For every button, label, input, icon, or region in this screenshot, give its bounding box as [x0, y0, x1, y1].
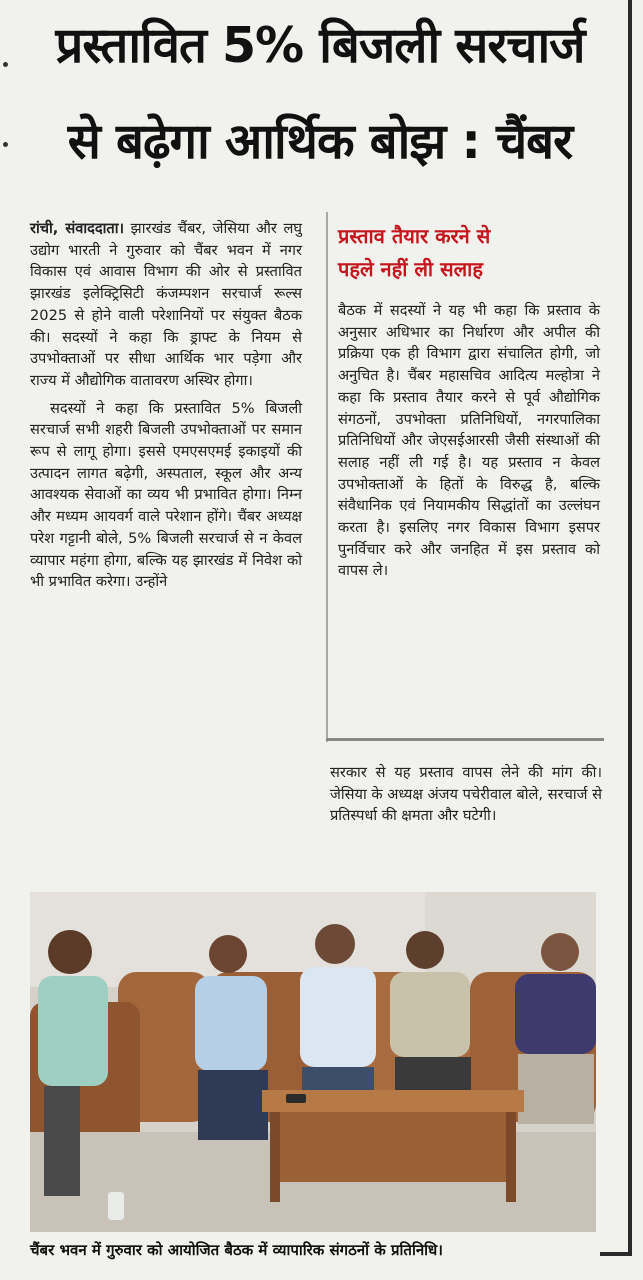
meeting-photo-illustration [30, 892, 596, 1232]
sidebar-subheading-line-1: प्रस्ताव तैयार करने से [338, 224, 491, 248]
article-column-right [330, 762, 602, 827]
headline-line-1: प्रस्तावित 5% बिजली सरचार्ज [55, 17, 585, 74]
sidebar-body [338, 300, 600, 582]
article-paragraph-1-text: झारखंड चैंबर, जेसिया और लघु उद्योग भारती ने गुरुवार को चैंबर भवन में नगर विकास एवं आवास विभाग की ओर से प्रस्तावित झारखंड इलेक्ट्रिसिटी कंजम्पशन सरचार्ज रूल्स 2025 से होने वाली परेशानियों पर संयुक्त बैठक की। सदस्यों ने कहा कि ड्राफ्ट के नियम से उपभोक्ताओं पर सीधा आर्थिक भार पड़ेगा और राज्य में औद्योगिक वातावरण अस्थिर होगा। [30, 220, 302, 389]
margin-mark [3, 142, 8, 147]
page-border-right [628, 0, 632, 1256]
sidebar-box-rule [326, 738, 604, 741]
sidebar-paragraph: बैठक में सदस्यों ने यह भी कहा कि प्रस्ताव के अनुसार अधिभार का निर्धारण और अपील की प्रक्रिया एक ही विभाग द्वारा संचालित होगी, जो अनुचित है। चैंबर महासचिव आदित्य मल्होत्रा ने कहा कि प्रस्ताव तैयार करने से पूर्व औद्योगिक संगठनों, उपभोक्ता प्रतिनिधियों, नगरपालिका प्रतिनिधियों और जेएसईआरसी जैसी संस्थाओं की सलाह नहीं ली गई है। यह प्रस्ताव न केवल उपभोक्ताओं के हितों के विरुद्ध है, बल्कि संवैधानिक एवं नियामकीय सिद्धांतों का उल्लंघन करता है। इसलिए नगर विकास विभाग इसपर पुनर्विचार करे और जनहित में इस प्रस्ताव को वापस ले। [338, 302, 600, 580]
dateline: रांची, संवाददाता। [30, 220, 125, 237]
article-paragraph-2: सदस्यों ने कहा कि प्रस्तावित 5% बिजली सरचार्ज सभी शहरी बिजली उपभोक्ताओं पर समान रूप से लागू होगा। इससे एमएसएमई इकाइयों की उत्पादन लागत बढ़ेगी, अस्पताल, स्कूल और अन्य आवश्यक सेवाओं का व्यय भी प्रभावित होगा। निम्न और मध्यम आयवर्ग वाले परेशान होंगे। चैंबर अध्यक्ष परेश गट्टानी बोले, 5% बिजली सरचार्ज से न केवल व्यापार महंगा होगा, बल्कि यह झारखंड में निवेश को भी प्रभावित करेगा। उन्होंने [30, 399, 302, 591]
article-column-left [30, 218, 302, 593]
article-paragraph-1 [30, 218, 302, 392]
photo-caption: चैंबर भवन में गुरुवार को आयोजित बैठक में व्यापारिक संगठनों के प्रतिनिधि। [30, 1241, 443, 1259]
margin-mark [3, 62, 8, 67]
meeting-photo [30, 892, 596, 1232]
sidebar-subheading-line-2: पहले नहीं ली सलाह [338, 257, 483, 281]
sidebar-subheading [338, 220, 600, 286]
article-paragraph-3: सरकार से यह प्रस्ताव वापस लेने की मांग की। जेसिया के अध्यक्ष अंजय पचेरीवाल बोले, सरचार्ज से प्रतिस्पर्धा की क्षमता और घटेगी। [330, 764, 602, 825]
headline-line-2: से बढ़ेगा आर्थिक बोझ : चैंबर [67, 113, 573, 170]
